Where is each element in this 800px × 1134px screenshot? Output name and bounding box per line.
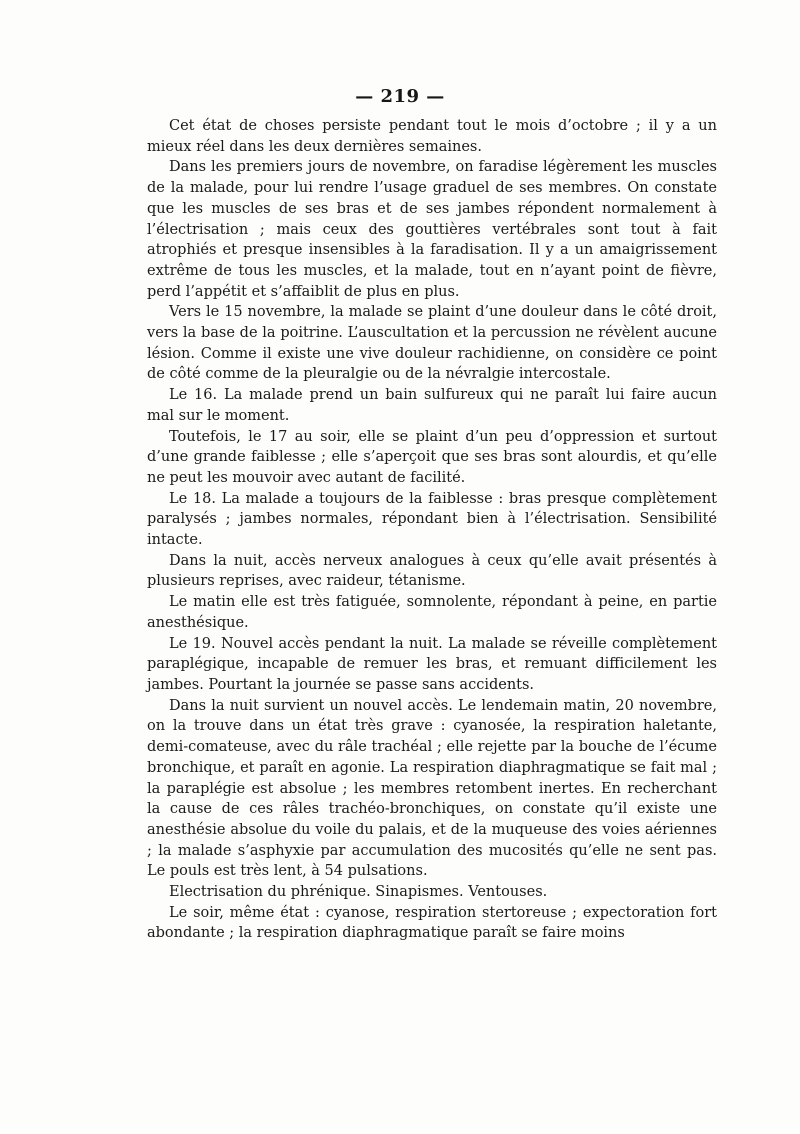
page-number: — 219 — <box>355 86 445 107</box>
body-text <box>147 116 717 944</box>
paragraph: Dans la nuit, accès nerveux analogues à ceux qu’elle avait présentés à plusieurs reprises, avec raideur, tétanisme. <box>147 552 717 590</box>
paragraph: Le 19. Nouvel accès pendant la nuit. La malade se réveille complètement paraplégique, incapable de remuer les bras, et remuant difficilement les jambes. Pourtant la journée se passe sans accidents. <box>147 635 717 693</box>
paragraph: Le 18. La malade a toujours de la faiblesse : bras presque complètement paralysés ; jambes normales, répondant bien à l’électrisation. Sensibilité intacte. <box>147 490 717 549</box>
paragraph: Cet état de choses persiste pendant tout le mois d’octobre ; il y a un mieux réel dans les deux dernières semaines. <box>147 118 717 155</box>
paragraph: Electrisation du phrénique. Sinapismes. Ventouses. <box>169 884 548 901</box>
paragraph: Le soir, même état : cyanose, respiration stertoreuse ; expectoration fort abondante ; la respiration diaphragmatique paraît se faire moins <box>147 904 717 942</box>
paragraph: Le 16. La malade prend un bain sulfureux qui ne paraît lui faire aucun mal sur le moment. <box>147 387 717 424</box>
paragraph: Dans les premiers jours de novembre, on faradise légèrement les muscles de la malade, pour lui rendre l’usage graduel de ses membres. On constate que les muscles de ses bras et de ses jambes répondent normalement à l’électrisation ; mais ceux des gouttières vertébrales sont tout à fait atrophiés et presque insensibles à la faradisation. Il y a un amaigrissement extrême de tous les muscles, et la malade, tout en n’ayant point de fièvre, perd l’appétit et s’affaiblit de plus en plus. <box>147 159 717 300</box>
paragraph: Toutefois, le 17 au soir, elle se plaint d’un peu d’oppression et surtout d’une grande faiblesse ; elle s’aperçoit que ses bras sont alourdis, et qu’elle ne peut les mouvoir avec autant de facilité. <box>147 428 717 486</box>
paragraph: Dans la nuit survient un nouvel accès. Le lendemain matin, 20 novembre, on la trouve dans un état très grave : cyanosée, la respiration haletante, demi-comateuse, avec du râle trachéal ; elle rejette par la bouche de l’écume bronchique, et paraît en agonie. La respiration diaphragmatique se fait mal ; la paraplégie est absolue ; les membres retombent inertes. En recherchant la cause de ces râles trachéo-bronchiques, on constate qu’il existe une anesthésie absolue du voile du palais, et de la muqueuse des voies aériennes ; la malade s’asphyxie par accumulation des mucosités qu’elle ne sent pas. Le pouls est très lent, à 54 pulsations. <box>147 697 717 880</box>
paragraph: Le matin elle est très fatiguée, somnolente, répondant à peine, en partie anesthésique. <box>147 594 717 631</box>
paragraph: Vers le 15 novembre, la malade se plaint d’une douleur dans le côté droit, vers la base de la poitrine. L’auscultation et la percussion ne révèlent aucune lésion. Comme il existe une vive douleur rachidienne, on considère ce point de côté comme de la pleuralgie ou de la névralgie intercostale. <box>147 304 717 383</box>
